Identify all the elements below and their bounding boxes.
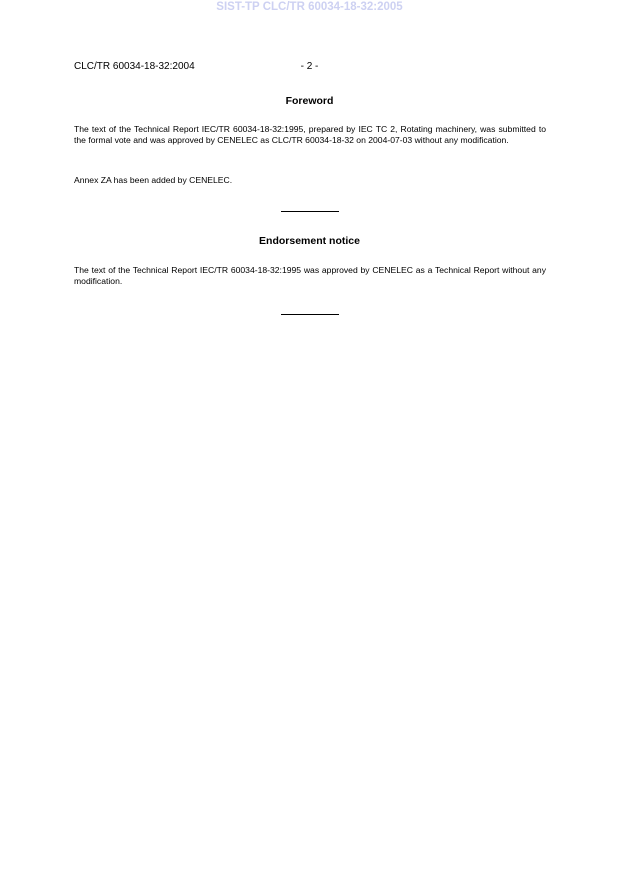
foreword-title: Foreword bbox=[285, 95, 334, 107]
end-divider bbox=[281, 314, 339, 315]
page-number: - 2 - bbox=[300, 61, 319, 72]
section-divider bbox=[281, 211, 339, 212]
foreword-paragraph-2: Annex ZA has been added by CENELEC. bbox=[74, 175, 233, 185]
document-id: CLC/TR 60034-18-32:2004 bbox=[74, 61, 195, 72]
watermark: SIST-TP CLC/TR 60034-18-32:2005 bbox=[216, 1, 403, 13]
endorsement-title: Endorsement notice bbox=[259, 235, 360, 247]
foreword-paragraph-1: The text of the Technical Report IEC/TR 60034-18-32:1995, prepared by IEC TC 2, Rotating machinery, was submitted to the formal vote and was approved by CENELEC as CLC/TR 60034-18-32 on 2004-07-03 without any modification. bbox=[74, 124, 546, 145]
endorsement-paragraph: The text of the Technical Report IEC/TR 60034-18-32:1995 was approved by CENELEC as a Technical Report without any modification. bbox=[74, 265, 546, 286]
